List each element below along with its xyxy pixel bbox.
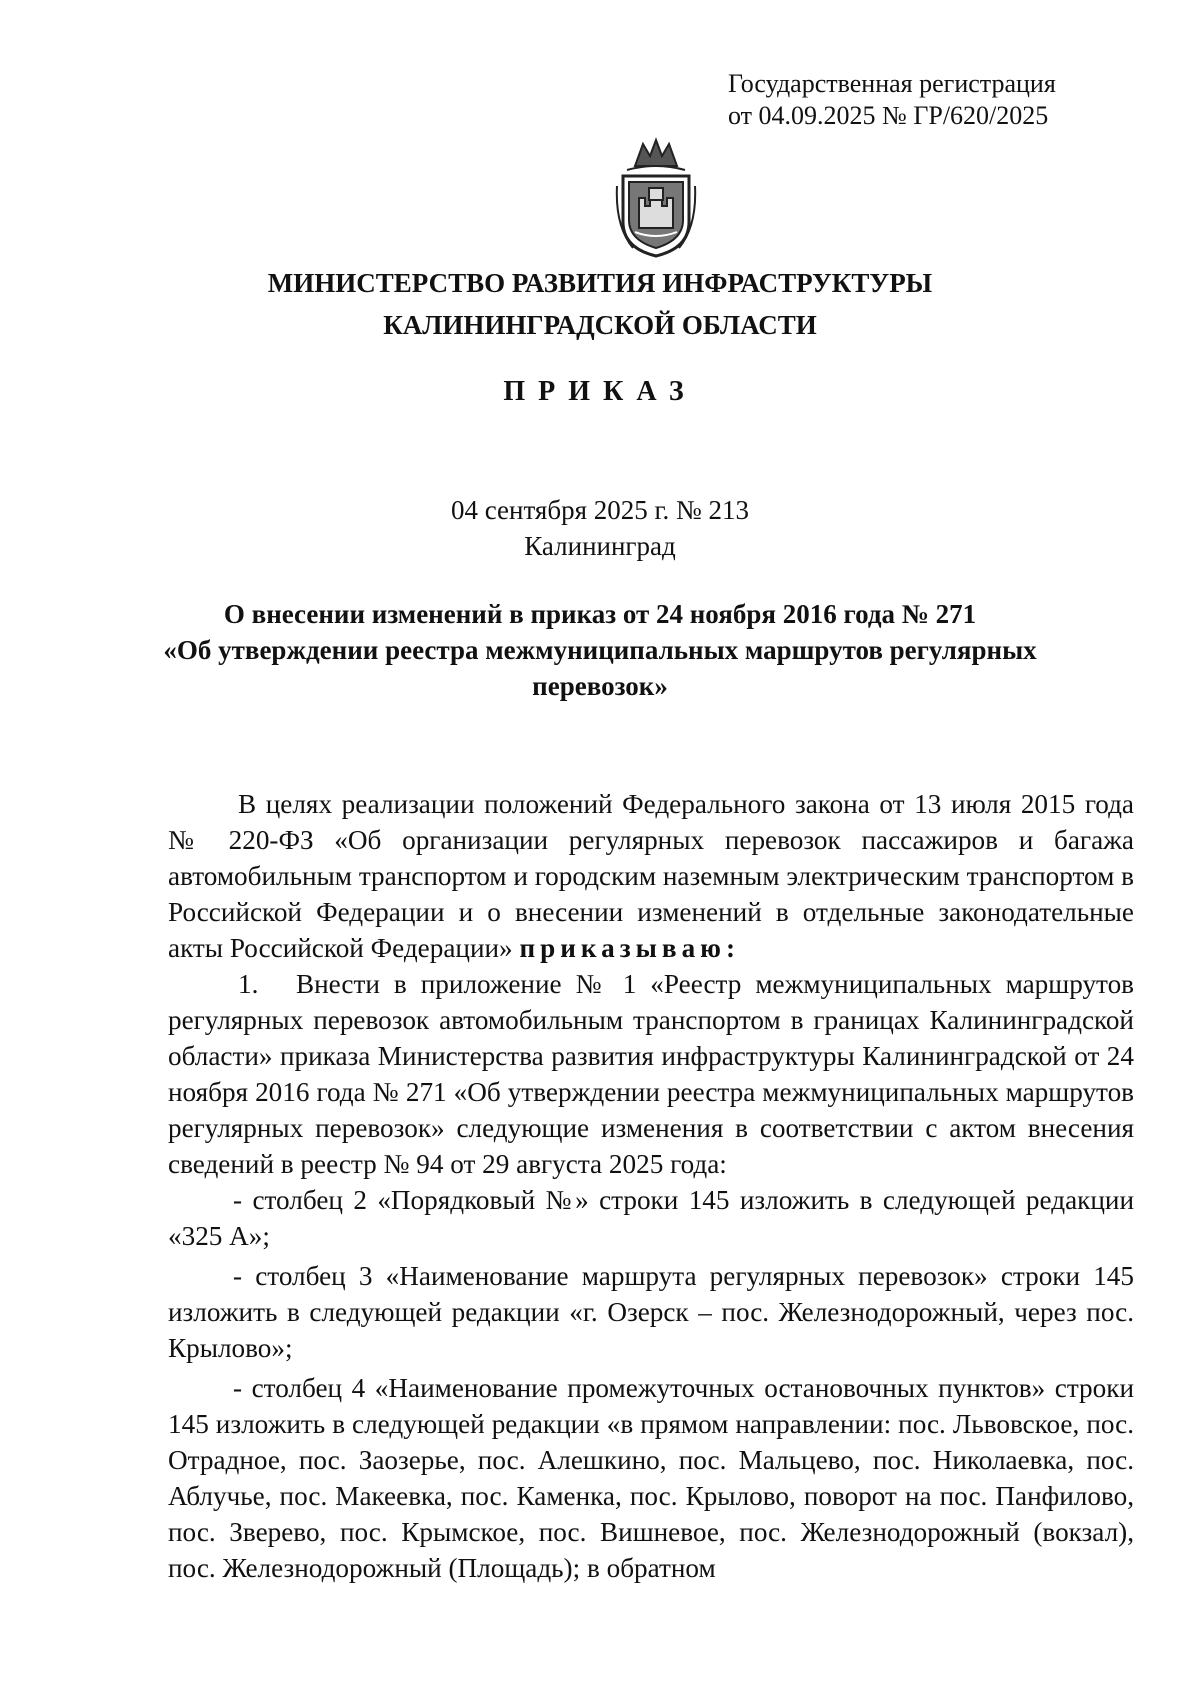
date-number: 04 сентября 2025 г. № 213 <box>450 495 750 525</box>
ministry-line-2: КАЛИНИНГРАДСКОЙ ОБЛАСТИ <box>383 310 817 340</box>
ministry-heading <box>0 262 1200 346</box>
registration-line-1: Государственная регистрация <box>728 69 1056 98</box>
preamble-text: В целях реализации положений Федерального закона от 13 июля 2015 года № 220-ФЗ «Об организации регулярных перевозок пассажиров и багажа автомобильным транспортом и городским наземным электрическим транспортом в Российской Федерации и о внесении изменений в отдельные законодательные акты Российской Федерации» <box>168 789 1134 963</box>
change-2-paragraph: - столбец 3 «Наименование маршрута регулярных перевозок» строки 145 изложить в следующей редакции «г. Озерск – пос. Железнодорожный, через пос. Крылово»; <box>168 1261 1134 1363</box>
change-1-paragraph: - столбец 2 «Порядковый №» строки 145 изложить в следующей редакции «325 А»; <box>168 1185 1134 1251</box>
preamble-paragraph <box>168 786 1134 966</box>
document-body <box>168 786 1134 1586</box>
item-1-text: Внести в приложение № 1 «Реестр межмуниципальных маршрутов регулярных перевозок автомобильным транспортом в границах Калининградской области» приказа Министерства развития инфраструктуры Калининградской от 24 ноября 2016 года № 271 «Об утверждении реестра межмуниципальных маршрутов регулярных перевозок» следующие изменения в соответствии с актом внесения сведений в реестр № 94 от 29 августа 2025 года: <box>168 969 1134 1179</box>
city: Калининград <box>524 531 676 561</box>
item-1-paragraph <box>168 966 1134 1182</box>
change-3-paragraph: - столбец 4 «Наименование промежуточных остановочных пунктов» строки 145 изложить в следующей редакции «в прямом направлении: пос. Львовское, пос. Отрадное, пос. Заозерье, пос. Алешкино, пос. Мальцево, пос. Николаевка, пос. Аблучье, пос. Макеевка, пос. Каменка, пос. Крылово, поворот на пос. Панфилово, пос. Зверево, пос. Крымское, пос. Вишневое, пос. Железнодорожный (вокзал), пос. Железнодорожный (Площадь); в обратном <box>168 1373 1134 1583</box>
registration-stamp <box>728 68 1056 132</box>
ministry-line-1: МИНИСТЕРСТВО РАЗВИТИЯ ИНФРАСТРУКТУРЫ <box>267 268 933 298</box>
coat-of-arms-icon <box>613 136 699 260</box>
registration-line-2: от 04.09.2025 № ГР/620/2025 <box>728 101 1049 130</box>
subject-line-3: перевозок» <box>532 671 668 701</box>
date-and-place <box>0 492 1200 564</box>
item-1-number: 1. <box>238 969 259 999</box>
subject-line-2: «Об утверждении реестра межмуниципальных маршрутов регулярных <box>163 635 1037 665</box>
order-subject <box>0 596 1200 704</box>
order-word: приказываю: <box>519 933 740 963</box>
document-type-title: ПРИКАЗ <box>503 376 697 407</box>
subject-line-1: О внесении изменений в приказ от 24 ноября 2016 года № 271 <box>223 599 977 629</box>
